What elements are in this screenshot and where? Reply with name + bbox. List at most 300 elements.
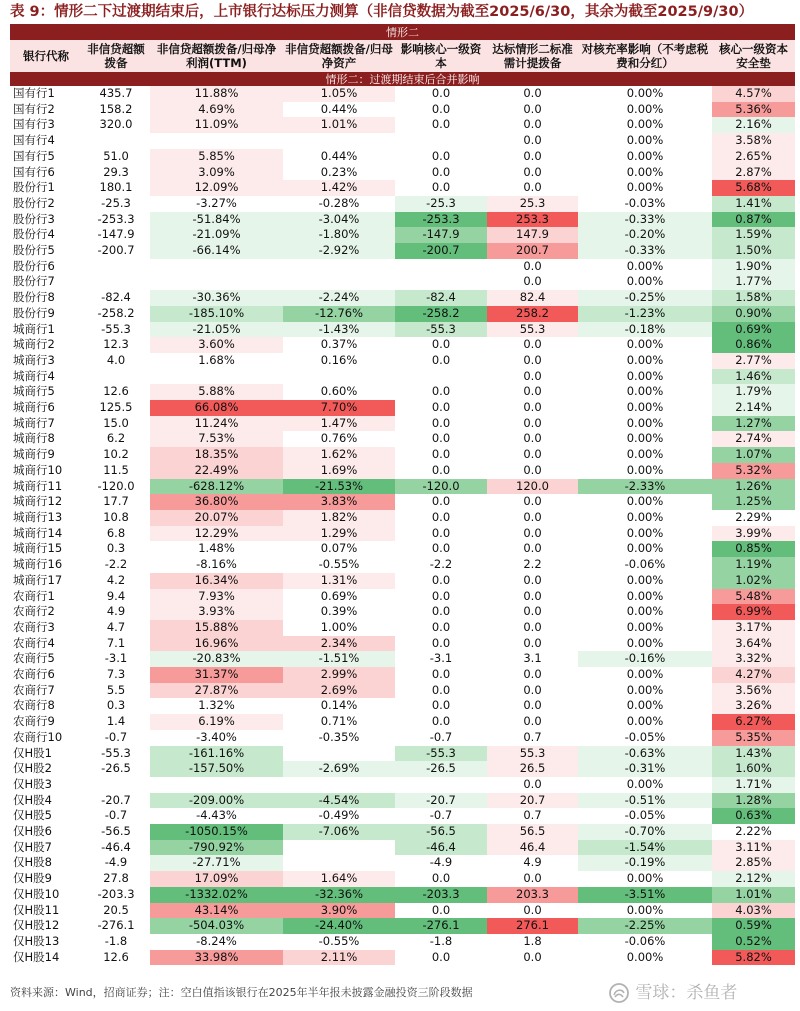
stress-test-table <box>10 24 795 965</box>
table-row <box>10 353 795 369</box>
table-row <box>10 196 795 212</box>
source-footnote: 资料来源：Wind，招商证券；注：空白值指该银行在2025年半年报未披露金融投资三阶段数据 <box>10 986 473 999</box>
ratio-impact-cell: -0.20% <box>578 227 712 243</box>
cet1-impact-cell: -2.2 <box>429 557 453 572</box>
cet1-impact-cell: 0.0 <box>431 871 451 886</box>
cet1-buffer-cell: 2.87% <box>712 165 795 181</box>
required-provision-cell: 0.0 <box>523 274 542 289</box>
cet1-impact-cell: 0.0 <box>431 698 451 713</box>
provision-equity-ratio-cell: -0.49% <box>318 808 360 823</box>
excess-provision-cell <box>82 259 150 275</box>
excess-provision-cell: 0.3 <box>106 541 126 556</box>
table-row <box>10 259 795 275</box>
bank-name-cell: 股份行2 <box>13 195 55 210</box>
bank-name-cell: 股份行9 <box>13 305 55 320</box>
cet1-impact-cell <box>395 274 487 290</box>
cet1-buffer-cell: 1.25% <box>712 494 795 510</box>
provision-equity-ratio-cell: 7.70% <box>283 400 395 416</box>
excess-provision-cell: -276.1 <box>97 918 135 933</box>
table-row <box>10 683 795 699</box>
bank-name-cell: 国有行6 <box>13 164 55 179</box>
provision-equity-ratio-cell: -21.53% <box>283 479 395 495</box>
provision-profit-ratio-cell: 36.80% <box>150 494 283 510</box>
table-row <box>10 102 795 118</box>
cet1-buffer-cell: 1.19% <box>712 557 795 573</box>
bank-name-cell: 股份行1 <box>13 180 55 195</box>
cet1-impact-cell: -0.7 <box>429 729 453 744</box>
cet1-buffer-cell: 3.11% <box>712 840 795 856</box>
provision-equity-ratio-cell: -1.51% <box>283 651 395 667</box>
cet1-impact-cell: 0.0 <box>431 148 451 163</box>
ratio-impact-cell: 0.00% <box>626 384 664 399</box>
ratio-impact-cell: -2.33% <box>578 479 712 495</box>
cet1-buffer-cell: 1.26% <box>712 479 795 495</box>
cet1-impact-cell: 0.0 <box>431 667 451 682</box>
required-provision-cell: 0.0 <box>523 509 542 524</box>
provision-profit-ratio-cell: 22.49% <box>150 463 283 479</box>
excess-provision-cell: 10.8 <box>103 509 129 524</box>
provision-equity-ratio-cell: 1.42% <box>283 180 395 196</box>
cet1-buffer-cell: 2.22% <box>735 824 772 839</box>
provision-equity-ratio-cell: 2.11% <box>283 950 395 966</box>
cet1-buffer-cell: 4.57% <box>712 86 795 102</box>
bank-name-cell: 股份行8 <box>13 290 55 305</box>
cet1-buffer-cell: 1.58% <box>712 290 795 306</box>
provision-profit-ratio-cell: 20.07% <box>150 510 283 526</box>
bank-name-cell: 仅H股11 <box>13 902 60 917</box>
cet1-impact-cell: 0.0 <box>431 604 451 619</box>
provision-equity-ratio-cell: -7.06% <box>283 824 395 840</box>
provision-profit-ratio-cell: 15.88% <box>150 620 283 636</box>
table-row <box>10 117 795 133</box>
provision-equity-ratio-cell: -0.55% <box>318 933 360 948</box>
cet1-buffer-cell: 0.85% <box>712 541 795 557</box>
required-provision-cell: 3.1 <box>523 651 542 666</box>
col-header-bank: 银行代称 <box>10 40 82 73</box>
provision-equity-ratio-cell: -1.80% <box>283 227 395 243</box>
required-provision-cell: 0.0 <box>523 368 542 383</box>
provision-equity-ratio-cell: 2.69% <box>283 683 395 699</box>
cet1-impact-cell: 0.0 <box>431 572 451 587</box>
excess-provision-cell: 9.4 <box>106 588 126 603</box>
excess-provision-cell: 0.3 <box>106 698 126 713</box>
required-provision-cell: 0.0 <box>523 462 542 477</box>
ratio-impact-cell: 0.00% <box>626 776 664 791</box>
bank-name-cell: 城商行17 <box>13 572 63 587</box>
bank-name-cell: 城商行16 <box>13 557 63 572</box>
column-header-row <box>10 40 795 73</box>
cet1-buffer-cell: 2.65% <box>712 149 795 165</box>
table-row <box>10 871 795 887</box>
cet1-impact-cell: 0.0 <box>431 352 451 367</box>
provision-profit-ratio-cell <box>150 259 283 275</box>
provision-equity-ratio-cell: 0.39% <box>320 604 358 619</box>
ratio-impact-cell: 0.00% <box>626 541 664 556</box>
table-row <box>10 887 795 903</box>
ratio-impact-cell: -0.06% <box>624 557 666 572</box>
provision-profit-ratio-cell: -185.10% <box>150 306 283 322</box>
ratio-impact-cell: 0.00% <box>626 525 664 540</box>
provision-equity-ratio-cell: 1.64% <box>283 871 395 887</box>
provision-profit-ratio-cell: 11.09% <box>150 117 283 133</box>
cet1-buffer-cell: 3.17% <box>712 620 795 636</box>
provision-profit-ratio-cell: -504.03% <box>150 918 283 934</box>
provision-profit-ratio-cell: -20.83% <box>150 651 283 667</box>
cet1-impact-cell <box>395 369 487 385</box>
cet1-buffer-cell: 1.79% <box>712 384 795 400</box>
table-row <box>10 698 795 714</box>
provision-equity-ratio-cell: 0.07% <box>320 541 358 556</box>
ratio-impact-cell: -0.19% <box>578 855 712 871</box>
cet1-buffer-cell: 3.32% <box>712 651 795 667</box>
table-row <box>10 227 795 243</box>
watermark-text: 雪球：杀鱼者 <box>635 983 738 1003</box>
ratio-impact-cell: 0.00% <box>626 509 664 524</box>
provision-profit-ratio-cell: 3.09% <box>150 165 283 181</box>
cet1-impact-cell: 0.0 <box>431 494 451 509</box>
required-provision-cell: 0.0 <box>523 619 542 634</box>
required-provision-cell: 0.0 <box>523 682 542 697</box>
table-row <box>10 950 795 966</box>
cet1-impact-cell: 0.0 <box>431 86 451 100</box>
provision-profit-ratio-cell: -30.36% <box>150 290 283 306</box>
provision-equity-ratio-cell <box>283 840 395 856</box>
table-row <box>10 620 795 636</box>
cet1-impact-cell: 0.0 <box>431 415 451 430</box>
bank-name-cell: 农商行9 <box>13 714 55 729</box>
cet1-buffer-cell: 1.07% <box>712 447 795 463</box>
bank-name-cell: 城商行14 <box>13 525 63 540</box>
provision-profit-ratio-cell: -27.71% <box>150 855 283 871</box>
cet1-buffer-cell: 5.68% <box>712 180 795 196</box>
excess-provision-cell: 15.0 <box>103 415 129 430</box>
bank-name-cell: 农商行1 <box>13 588 55 603</box>
provision-profit-ratio-cell <box>150 369 283 385</box>
required-provision-cell: 0.0 <box>523 180 542 195</box>
bank-name-cell: 仅H股4 <box>13 792 52 807</box>
sub-header-label: 情形二：过渡期结束后合并影响 <box>10 73 795 87</box>
table-row <box>10 479 795 495</box>
ratio-impact-cell: 0.00% <box>626 698 664 713</box>
ratio-impact-cell: -3.51% <box>578 887 712 903</box>
cet1-impact-cell: -4.9 <box>429 855 453 870</box>
cet1-impact-cell: 0.0 <box>431 588 451 603</box>
table-row <box>10 510 795 526</box>
ratio-impact-cell: -1.23% <box>578 306 712 322</box>
bank-name-cell: 仅H股9 <box>13 871 52 886</box>
provision-equity-ratio-cell <box>283 746 395 762</box>
provision-equity-ratio-cell: -1.43% <box>283 322 395 338</box>
excess-provision-cell: -46.4 <box>101 839 131 854</box>
bank-name-cell: 城商行8 <box>13 431 55 446</box>
cet1-buffer-cell: 5.35% <box>712 730 795 746</box>
cet1-buffer-cell: 3.99% <box>712 526 795 542</box>
ratio-impact-cell: -0.70% <box>578 824 712 840</box>
provision-equity-ratio-cell <box>283 259 395 275</box>
cet1-buffer-cell: 3.56% <box>712 683 795 699</box>
required-provision-cell: 46.4 <box>487 840 578 856</box>
provision-equity-ratio-cell: 1.62% <box>283 447 395 463</box>
provision-profit-ratio-cell: 12.09% <box>150 180 283 196</box>
bank-name-cell: 城商行13 <box>13 509 63 524</box>
table-row <box>10 526 795 542</box>
cet1-impact-cell: -3.1 <box>429 651 453 666</box>
cet1-impact-cell: -0.7 <box>429 808 453 823</box>
provision-equity-ratio-cell <box>283 274 395 290</box>
bank-name-cell: 仅H股8 <box>13 855 52 870</box>
required-provision-cell: 4.9 <box>523 855 542 870</box>
table-row <box>10 824 795 840</box>
provision-profit-ratio-cell: 7.53% <box>150 431 283 447</box>
provision-profit-ratio-cell: -8.16% <box>196 557 237 572</box>
cet1-impact-cell: -55.3 <box>395 746 487 762</box>
cet1-impact-cell: -55.3 <box>395 322 487 338</box>
excess-provision-cell: 11.5 <box>103 462 129 477</box>
required-provision-cell: 55.3 <box>487 746 578 762</box>
table-row <box>10 714 795 730</box>
required-provision-cell: 0.0 <box>523 776 542 791</box>
provision-equity-ratio-cell: 2.34% <box>283 636 395 652</box>
provision-profit-ratio-cell: 66.08% <box>150 400 283 416</box>
required-provision-cell: 258.2 <box>487 306 578 322</box>
col-header-cet1-impact: 影响核心一级资本 <box>395 40 487 73</box>
stress-test-table-wrapper <box>10 24 795 965</box>
cet1-impact-cell: -203.3 <box>395 887 487 903</box>
cet1-impact-cell: 0.0 <box>431 164 451 179</box>
table-row <box>10 557 795 573</box>
table-row <box>10 667 795 683</box>
ratio-impact-cell: -0.33% <box>578 243 712 259</box>
excess-provision-cell: -3.1 <box>104 651 128 666</box>
excess-provision-cell: -55.3 <box>101 745 131 760</box>
provision-profit-ratio-cell: -1050.15% <box>150 824 283 840</box>
excess-provision-cell <box>82 133 150 149</box>
table-row <box>10 808 795 824</box>
table-row <box>10 416 795 432</box>
table-row <box>10 777 795 793</box>
provision-profit-ratio-cell: 5.85% <box>150 149 283 165</box>
ratio-impact-cell: 0.00% <box>626 871 664 886</box>
ratio-impact-cell: 0.00% <box>626 635 664 650</box>
provision-equity-ratio-cell: 0.76% <box>320 431 358 446</box>
provision-equity-ratio-cell: -0.55% <box>318 557 360 572</box>
required-provision-cell: 0.0 <box>523 698 542 713</box>
col-header-ratio-impact: 对核充率影响（不考虑税费和分红） <box>578 40 712 73</box>
provision-equity-ratio-cell: -12.76% <box>283 306 395 322</box>
bank-name-cell: 股份行5 <box>13 243 55 258</box>
required-provision-cell: 0.0 <box>523 133 542 148</box>
cet1-buffer-cell: 0.59% <box>712 918 795 934</box>
cet1-impact-cell: -120.0 <box>395 479 487 495</box>
provision-equity-ratio-cell: 1.82% <box>283 510 395 526</box>
required-provision-cell: 0.0 <box>523 714 542 729</box>
ratio-impact-cell: -0.63% <box>578 746 712 762</box>
cet1-impact-cell: 0.0 <box>431 714 451 729</box>
table-row <box>10 463 795 479</box>
excess-provision-cell: 51.0 <box>103 148 129 163</box>
cet1-impact-cell: 0.0 <box>431 682 451 697</box>
ratio-impact-cell: -0.16% <box>578 651 712 667</box>
table-row <box>10 431 795 447</box>
provision-equity-ratio-cell: 1.01% <box>283 117 395 133</box>
required-provision-cell: 1.8 <box>523 933 542 948</box>
cet1-buffer-cell: 5.48% <box>712 589 795 605</box>
bank-name-cell: 城商行3 <box>13 352 55 367</box>
excess-provision-cell: 12.3 <box>103 337 129 352</box>
required-provision-cell: 20.7 <box>487 793 578 809</box>
provision-profit-ratio-cell: -3.40% <box>196 729 237 744</box>
xueqiu-logo-icon <box>608 982 630 1004</box>
bank-name-cell: 农商行2 <box>13 604 55 619</box>
cet1-impact-cell: 0.0 <box>431 180 451 195</box>
cet1-buffer-cell: 1.27% <box>712 416 795 432</box>
cet1-buffer-cell: 0.63% <box>712 808 795 824</box>
ratio-impact-cell: 0.00% <box>626 682 664 697</box>
table-row <box>10 541 795 557</box>
required-provision-cell: 0.0 <box>523 525 542 540</box>
required-provision-cell: 0.0 <box>523 415 542 430</box>
watermark <box>608 980 788 1006</box>
provision-profit-ratio-cell: -628.12% <box>150 479 283 495</box>
bank-name-cell: 城商行1 <box>13 321 55 336</box>
excess-provision-cell: 4.9 <box>106 604 126 619</box>
table-body <box>10 73 795 966</box>
required-provision-cell: 0.0 <box>523 588 542 603</box>
table-row <box>10 761 795 777</box>
provision-equity-ratio-cell: 1.05% <box>283 86 395 102</box>
cet1-buffer-cell: 1.28% <box>712 793 795 809</box>
provision-equity-ratio-cell: 0.23% <box>320 164 358 179</box>
required-provision-cell: 25.3 <box>487 196 578 212</box>
provision-profit-ratio-cell: -209.00% <box>150 793 283 809</box>
required-provision-cell: 0.0 <box>523 400 542 415</box>
provision-profit-ratio-cell: 7.93% <box>150 589 283 605</box>
provision-equity-ratio-cell: 0.16% <box>320 352 358 367</box>
ratio-impact-cell: -2.25% <box>578 918 712 934</box>
required-provision-cell: 0.0 <box>523 164 542 179</box>
col-header-provision-to-profit: 非信贷超额拨备/归母净利润(TTM) <box>150 40 283 73</box>
required-provision-cell: 0.0 <box>523 86 542 100</box>
ratio-impact-cell: 0.00% <box>626 949 664 964</box>
required-provision-cell: 253.3 <box>487 212 578 228</box>
ratio-impact-cell: 0.00% <box>626 133 664 148</box>
excess-provision-cell: 1.4 <box>106 714 126 729</box>
provision-profit-ratio-cell: -66.14% <box>150 243 283 259</box>
provision-profit-ratio-cell: -1332.02% <box>150 887 283 903</box>
provision-profit-ratio-cell <box>150 133 283 149</box>
ratio-impact-cell: 0.00% <box>626 494 664 509</box>
ratio-impact-cell: -1.54% <box>578 840 712 856</box>
provision-equity-ratio-cell <box>283 777 395 793</box>
cet1-buffer-cell: 2.29% <box>735 509 772 524</box>
provision-equity-ratio-cell: 0.14% <box>320 698 358 713</box>
provision-equity-ratio-cell: 0.44% <box>320 148 358 163</box>
cet1-buffer-cell: 1.60% <box>712 761 795 777</box>
provision-equity-ratio-cell: 0.71% <box>320 714 358 729</box>
provision-equity-ratio-cell: 1.29% <box>283 526 395 542</box>
ratio-impact-cell: 0.00% <box>626 431 664 446</box>
ratio-impact-cell: -0.06% <box>624 933 666 948</box>
bank-name-cell: 城商行6 <box>13 400 55 415</box>
excess-provision-cell: -2.2 <box>104 557 128 572</box>
excess-provision-cell: 180.1 <box>99 180 133 195</box>
cet1-buffer-cell: 6.27% <box>712 714 795 730</box>
cet1-impact-cell: 0.0 <box>431 509 451 524</box>
bank-name-cell: 国有行4 <box>13 133 55 148</box>
cet1-impact-cell: -56.5 <box>395 824 487 840</box>
cet1-buffer-cell: 2.74% <box>712 431 795 447</box>
provision-profit-ratio-cell: 3.93% <box>150 604 283 620</box>
provision-profit-ratio-cell: 11.88% <box>150 86 283 102</box>
provision-equity-ratio-cell: -3.04% <box>283 212 395 228</box>
provision-equity-ratio-cell: -2.24% <box>283 290 395 306</box>
excess-provision-cell: 12.6 <box>103 949 129 964</box>
ratio-impact-cell: 0.00% <box>626 337 664 352</box>
required-provision-cell: 0.0 <box>523 337 542 352</box>
provision-profit-ratio-cell: 17.09% <box>150 871 283 887</box>
bank-name-cell: 仅H股14 <box>13 949 60 964</box>
excess-provision-cell: 4.2 <box>106 572 126 587</box>
required-provision-cell: 0.0 <box>523 352 542 367</box>
required-provision-cell: 55.3 <box>487 322 578 338</box>
cet1-impact-cell: 0.0 <box>431 949 451 964</box>
cet1-buffer-cell: 1.90% <box>712 259 795 275</box>
required-provision-cell: 0.0 <box>523 604 542 619</box>
ratio-impact-cell: 0.00% <box>626 164 664 179</box>
table-row <box>10 384 795 400</box>
cet1-buffer-cell: 1.43% <box>712 746 795 762</box>
table-row <box>10 793 795 809</box>
ratio-impact-cell: 0.00% <box>626 117 664 132</box>
cet1-buffer-cell: 1.50% <box>712 243 795 259</box>
excess-provision-cell: -25.3 <box>101 195 131 210</box>
scenario-header-row <box>10 24 795 40</box>
bank-name-cell: 仅H股2 <box>13 761 52 776</box>
required-provision-cell: 0.0 <box>523 667 542 682</box>
cet1-impact-cell: 0.0 <box>431 447 451 462</box>
excess-provision-cell: -4.9 <box>104 855 128 870</box>
cet1-impact-cell: 0.0 <box>431 902 451 917</box>
cet1-buffer-cell: 1.02% <box>712 573 795 589</box>
cet1-impact-cell: -147.9 <box>395 227 487 243</box>
cet1-buffer-cell: 2.14% <box>712 400 795 416</box>
cet1-impact-cell: 0.0 <box>431 619 451 634</box>
table-row <box>10 494 795 510</box>
cet1-buffer-cell: 0.86% <box>712 337 795 353</box>
bank-name-cell: 农商行4 <box>13 635 55 650</box>
cet1-impact-cell: -25.3 <box>395 196 487 212</box>
cet1-buffer-cell: 0.87% <box>712 212 795 228</box>
required-provision-cell: 0.0 <box>523 902 542 917</box>
excess-provision-cell: -56.5 <box>101 824 131 839</box>
bank-name-cell: 仅H股1 <box>13 745 52 760</box>
bank-name-cell: 国有行5 <box>13 148 55 163</box>
bank-name-cell: 农商行7 <box>13 682 55 697</box>
provision-profit-ratio-cell: 16.34% <box>150 573 283 589</box>
table-row <box>10 290 795 306</box>
cet1-buffer-cell: 1.59% <box>712 227 795 243</box>
excess-provision-cell: 6.2 <box>106 431 126 446</box>
bank-name-cell: 国有行1 <box>13 86 55 100</box>
cet1-buffer-cell: 1.46% <box>712 369 795 385</box>
excess-provision-cell: 125.5 <box>99 400 133 415</box>
required-provision-cell: 0.0 <box>523 384 542 399</box>
provision-profit-ratio-cell: 43.14% <box>150 903 283 919</box>
provision-profit-ratio-cell: 18.35% <box>150 447 283 463</box>
excess-provision-cell <box>82 274 150 290</box>
excess-provision-cell: -258.2 <box>97 305 135 320</box>
excess-provision-cell: -82.4 <box>101 290 131 305</box>
